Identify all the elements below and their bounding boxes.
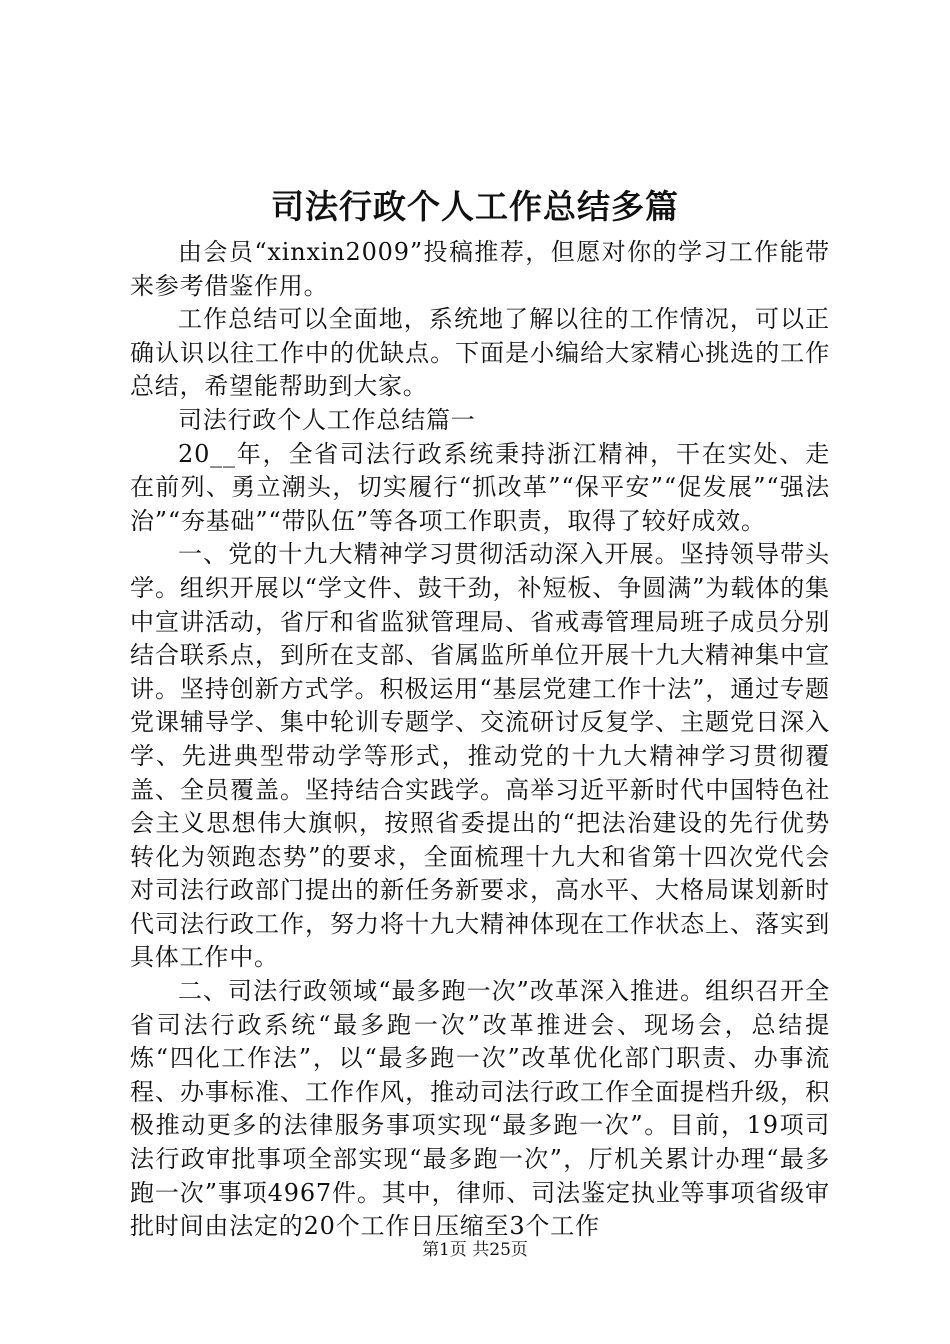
paragraph-point-one: 一、党的十九大精神学习贯彻活动深入开展。坚持领导带头学。组织开展以“学文件、鼓干劲，补短板、争圆满”为载体的集中宣讲活动，省厅和省监狱管理局、省戒毒管理局班子成员分别结合联系点，到所在支部、省属监所单位开展十九大精神集中宣讲。坚持创新方式学。积极运用“基层党建工作十法”，通过专题党课辅导学、集中轮训专题学、交流研讨反复学、主题党日深入学、先进典型带动学等形式，推动党的十九大精神学习贯彻覆盖、全员覆盖。坚持结合实践学。高举习近平新时代中国特色社会主义思想伟大旗帜，按照省委提出的“把法治建设的先行优势转化为领跑态势”的要求，全面梳理十九大和省第十四次党代会对司法行政部门提出的新任务新要求，高水平、大格局谋划新时代司法行政工作，努力将十九大精神体现在工作状态上、落实到具体工作中。: [130, 540, 830, 972]
section-heading: 司法行政个人工作总结篇一: [178, 405, 476, 434]
paragraph-overview: 20__年，全省司法行政系统秉持浙江精神，干在实处、走在前列、勇立潮头，切实履行“抓改革”“保平安”“促发展”“强法治”“夯基础”“带队伍”等各项工作职责，取得了较好成效。: [130, 439, 830, 535]
document-title: 司法行政个人工作总结多篇: [271, 187, 679, 226]
paragraph-point-two: 二、司法行政领域“最多跑一次”改革深入推进。组织召开全省司法行政系统“最多跑一次”改革推进会、现场会，总结提炼“四化工作法”，以“最多跑一次”改革优化部门职责、办事流程、办事标准、工作作风，推动司法行政工作全面提档升级，积极推动更多的法律服务事项实现“最多跑一次”。目前，19项司法行政审批事项全部实现“最多跑一次”，厅机关累计办理“最多跑一次”事项4967件。其中，律师、司法鉴定执业等事项省级审批时间由法定的20个工作日压缩至3个工作: [130, 977, 830, 1241]
page-number-footer: 第1页 共25页: [422, 1240, 528, 1260]
document-body: [130, 236, 830, 1244]
paragraph-summary: 工作总结可以全面地，系统地了解以往的工作情况，可以正确认识以往工作中的优缺点。下面是小编给大家精心挑选的工作总结，希望能帮助到大家。: [130, 305, 830, 401]
paragraph-intro: 由会员“xinxin2009”投稿推荐，但愿对你的学习工作能带来参考借鉴作用。: [130, 238, 830, 300]
